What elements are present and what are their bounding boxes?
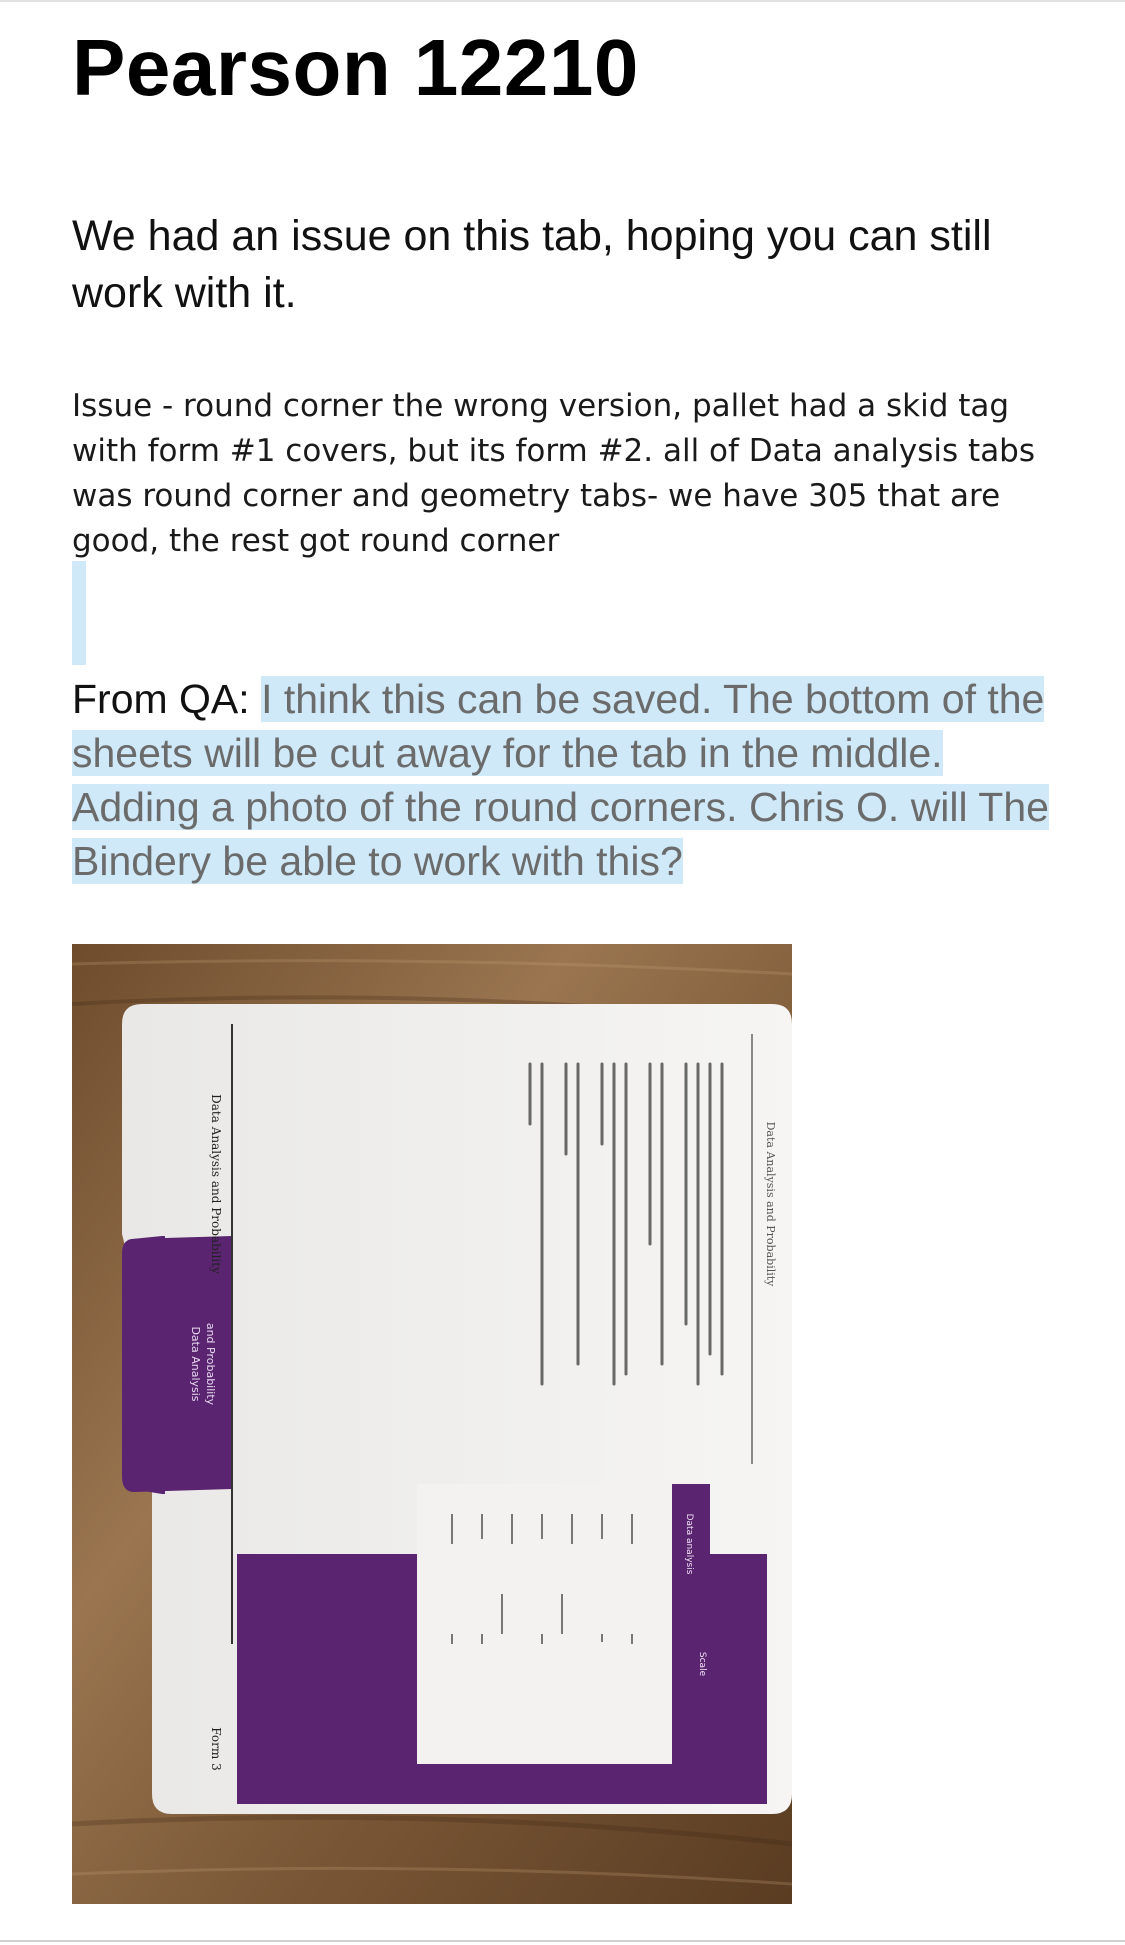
tab-label-line2: and Probability [204, 1322, 217, 1406]
note-title: Pearson 12210 [72, 23, 639, 112]
qa-label: From QA: [72, 676, 262, 722]
qa-paragraph [72, 672, 1062, 888]
page-footer: Form 3 [209, 1727, 223, 1771]
qa-selected-text[interactable]: I think this can be saved. The bottom of the sheets will be cut away for the tab in the middle. Adding a photo of the round corners. Chris O. will The Bindery be able to work with this? [72, 676, 1049, 884]
round-corner-photo[interactable] [72, 944, 792, 1904]
tab-label-line1: Data Analysis [189, 1326, 202, 1402]
issue-paragraph: Issue - round corner the wrong version, pallet had a skid tag with form #1 covers, but its form #2. all of Data analysis tabs was round corner and geometry tabs- we have 305 that are good, the rest got round corner [72, 388, 1036, 559]
side-title: Data Analysis and Probability [209, 1094, 223, 1274]
text-cursor-selection [72, 561, 86, 665]
tab-title: Data Analysis and Probability [764, 1121, 777, 1287]
intro-paragraph: We had an issue on this tab, hoping you can still work with it. [72, 212, 992, 317]
bottom-divider [0, 1940, 1125, 1942]
table-header-2: Scale [697, 1651, 707, 1677]
top-divider [0, 0, 1125, 2]
data-table [417, 1484, 687, 1764]
table-header-1: Data analysis [684, 1513, 694, 1575]
photo-illustration [72, 944, 792, 1904]
